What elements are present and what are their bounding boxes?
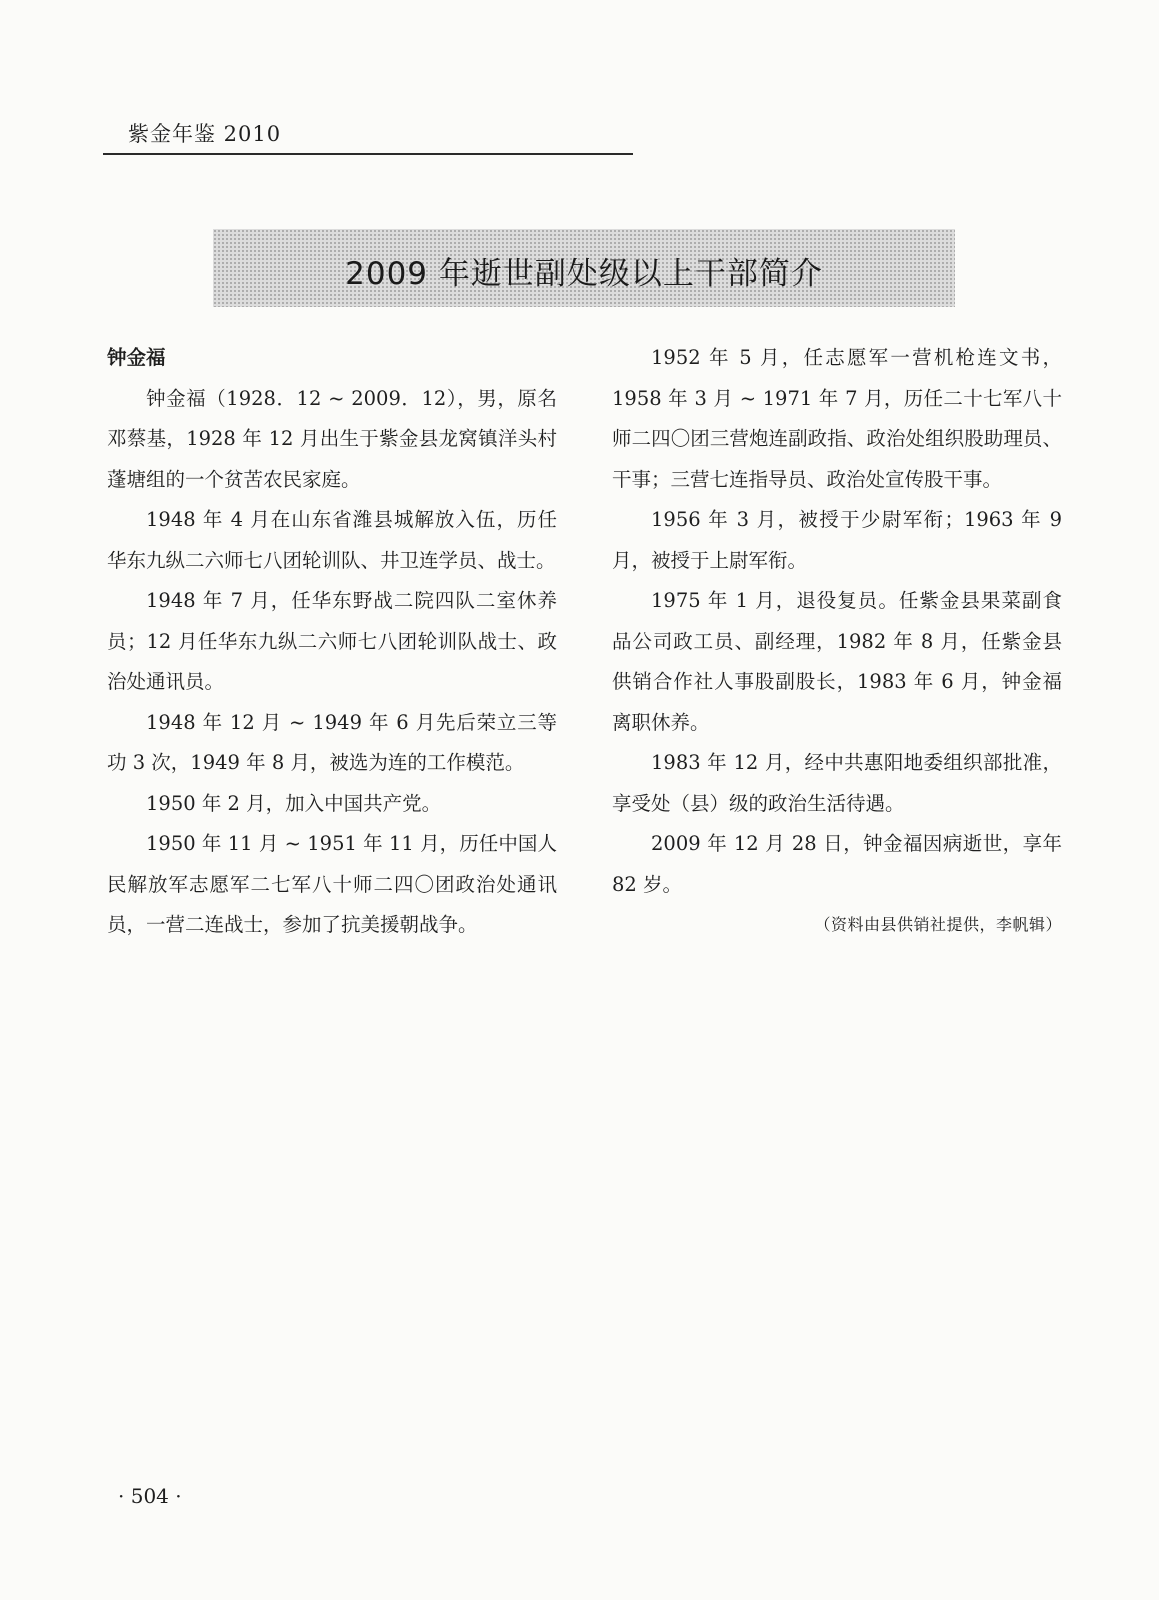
- right-column: [612, 338, 1062, 946]
- paragraph: 1950 年 11 月 ~ 1951 年 11 月，历任中国人民解放军志愿军二七军八十师二四〇团政治处通讯员，一营二连战士，参加了抗美援朝战争。: [107, 832, 557, 936]
- page-number: · 504 ·: [118, 1484, 182, 1508]
- paragraph: 1948 年 12 月 ~ 1949 年 6 月先后荣立三等功 3 次，1949 年 8 月，被选为连的工作模范。: [107, 710, 557, 774]
- person-name: 钟金福: [107, 346, 166, 369]
- source-note: （资料由县供销社提供，李帆辑）: [814, 915, 1062, 934]
- paragraph: 1975 年 1 月，退役复员。任紫金县果菜副食品公司政工员、副经理，1982 年 8 月，任紫金县供销合作社人事股副股长，1983 年 6 月，钟金福离职休养。: [612, 589, 1062, 734]
- paragraph: 1950 年 2 月，加入中国共产党。: [146, 791, 442, 815]
- paragraph: 1983 年 12 月，经中共惠阳地委组织部批准，享受处（县）级的政治生活待遇。: [612, 751, 1062, 815]
- paragraph: 1952 年 5 月，任志愿军一营机枪连文书，1958 年 3 月 ~ 1971 年 7 月，历任二十七军八十师二四〇团三营炮连副政指、政治处组织股助理员、干事；三营七连指导员、政治处宣传股干事。: [612, 346, 1062, 491]
- page-title: 2009 年逝世副处级以上干部简介: [345, 255, 823, 292]
- title-banner: [213, 229, 955, 307]
- running-header: 紫金年鉴 2010: [128, 122, 282, 146]
- paragraph: 2009 年 12 月 28 日，钟金福因病逝世，享年 82 岁。: [612, 832, 1062, 896]
- left-column: [107, 338, 557, 946]
- header-rule: [103, 153, 633, 155]
- paragraph: 1956 年 3 月，被授于少尉军衔；1963 年 9 月，被授于上尉军衔。: [612, 508, 1062, 572]
- paragraph: 1948 年 7 月，任华东野战二院四队二室休养员；12 月任华东九纵二六师七八团轮训队战士、政治处通讯员。: [107, 589, 557, 693]
- paragraph: 1948 年 4 月在山东省潍县城解放入伍，历任华东九纵二六师七八团轮训队、井卫连学员、战士。: [107, 508, 557, 572]
- paragraph: 钟金福（1928．12 ~ 2009．12），男，原名邓蔡基，1928 年 12 月出生于紫金县龙窝镇洋头村蓬塘组的一个贫苦农民家庭。: [107, 386, 557, 491]
